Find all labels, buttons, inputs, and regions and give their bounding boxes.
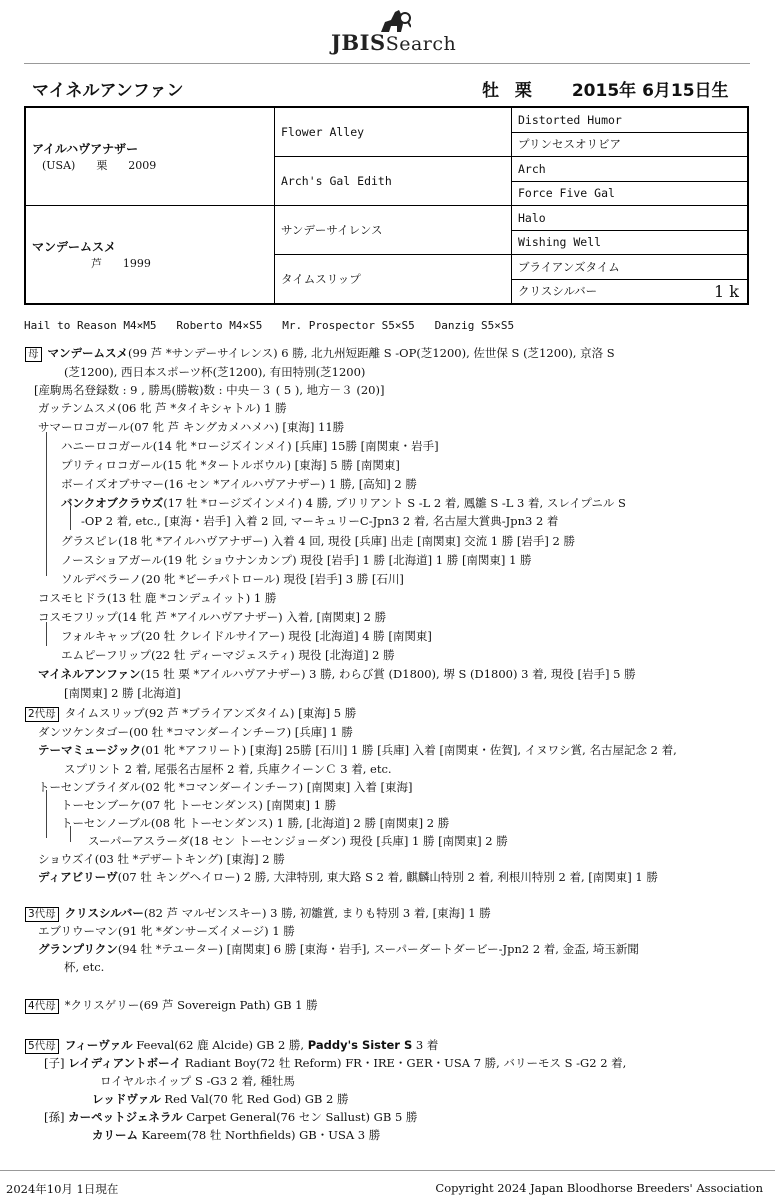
family-line — [61, 646, 395, 665]
family-line-text: トーセンブーケ(07 牝 トーセンダンス) [南関東] 1 勝 — [61, 798, 337, 812]
horse-link[interactable]: マンデームスメ — [47, 346, 128, 360]
horse-link[interactable]: クリスシルバー — [64, 906, 144, 920]
family-line-text: トーセンノーブル(08 牝 トーセンダンス) 1 勝, [北海道] 2 勝 [南関東] 2 勝 — [61, 816, 450, 830]
great-grandparent-4[interactable]: Force Five Gal — [512, 181, 749, 206]
horse-link[interactable]: ディアビリーヴ — [38, 870, 118, 884]
family-line-text: ロイヤルホイップ S -G3 2 着, 種牡馬 — [100, 1074, 295, 1088]
race-name: Paddy's Sister S — [307, 1038, 413, 1052]
inbreed-mark: 1 k — [714, 281, 739, 301]
family-line — [38, 922, 295, 941]
family-line — [38, 665, 636, 684]
family-line-text: コスモフリップ(14 牝 芦 *アイルハヴアナザー) 入着, [南関東] 2 勝 — [38, 610, 387, 624]
as-of-date: 2024年10月 1日現在 — [6, 1182, 119, 1196]
header-divider — [24, 63, 750, 64]
horse-link[interactable]: カーペットジェネラル — [68, 1110, 183, 1124]
family-line — [92, 1090, 349, 1109]
family-line-text: 3 着 — [412, 1038, 439, 1052]
generation-badge: 5代母 — [25, 1039, 59, 1054]
grandparent-1[interactable]: Flower Alley — [275, 107, 512, 157]
family-line — [38, 589, 276, 608]
family-line-text: Carpet General(76 セン Sallust) GB 5 勝 — [182, 1110, 418, 1124]
tree-connector — [70, 506, 71, 530]
horse-color: 栗 — [514, 81, 532, 101]
horse-sex: 牡 — [482, 81, 499, 101]
generation-badge: 2代母 — [25, 707, 59, 722]
family-line-text: (芝1200), 西日本スポーツ杯(芝1200), 有田特別(芝1200) — [64, 365, 366, 379]
family-line — [64, 958, 104, 977]
tree-connector — [46, 622, 47, 646]
family-line — [61, 494, 626, 513]
great-grandparent-8[interactable]: クリスシルバー — [518, 284, 598, 299]
generation-badge: 3代母 — [25, 907, 59, 922]
horse-link[interactable]: レッドヴァル — [92, 1092, 161, 1106]
horse-link[interactable]: レイディアントボーイ — [68, 1056, 182, 1070]
family-line-text: フォルキャップ(20 牡 クレイドルサイアー) 現役 [北海道] 4 勝 [南関東] — [61, 629, 432, 643]
horse-link[interactable]: カリーム — [92, 1128, 138, 1142]
family-line-text: Red Val(70 牝 Red God) GB 2 勝 — [160, 1092, 349, 1106]
family-line — [44, 1054, 626, 1073]
great-grandparent-2[interactable]: プリンセスオリビア — [512, 132, 749, 157]
tree-connector — [46, 790, 47, 838]
family-line — [38, 940, 639, 959]
sire-name[interactable]: アイルハヴアナザー — [32, 142, 139, 156]
dam-meta: 芦 1999 — [42, 257, 151, 270]
horse-link[interactable]: グランプリクン — [38, 942, 118, 956]
great-grandparent-8-cell — [512, 279, 749, 304]
family-line-text: ショウズイ(03 牡 *デザートキング) [東海] 2 勝 — [38, 852, 285, 866]
family-line-text: Radiant Boy(72 牡 Reform) FR・IRE・GER・USA 7 勝, バリーモス S -G2 2 着, — [181, 1056, 627, 1070]
family-line-text: ガッテンムスメ(06 牝 芦 *タイキシャトル) 1 勝 — [38, 401, 287, 415]
family-line — [34, 381, 384, 400]
family-line — [64, 363, 365, 382]
family-line — [38, 399, 287, 418]
family-line-text: [産駒馬名登録数 : 9 , 勝馬(勝鞍)数 : 中央－３ ( 5 ), 地方－３ (20)] — [34, 383, 385, 397]
family-line-text: コスモヒドラ(13 牡 鹿 *コンデュイット) 1 勝 — [38, 591, 277, 605]
family-line — [44, 1108, 417, 1127]
family-line-text: (15 牡 栗 *アイルハヴアナザー) 3 勝, わらび賞 (D1800), 堺 S (D1800) 3 着, 現役 [岩手] 5 勝 — [140, 667, 636, 681]
family-line — [38, 723, 353, 742]
relation-label: [子] — [44, 1056, 69, 1070]
copyright: Copyright 2024 Japan Bloodhorse Breeders' Association — [435, 1181, 763, 1195]
family-line — [61, 532, 575, 551]
footer-divider — [0, 1170, 775, 1171]
logo-search: Search — [385, 33, 457, 55]
family-line-text: トーセンブライダル(02 牝 *コマンダーインチーフ) [南関東] 入着 [東海] — [38, 780, 413, 794]
family-line-text: スプリント 2 着, 尾張名古屋杯 2 着, 兵庫クイーンＣ 3 着, etc. — [64, 762, 392, 776]
great-grandparent-6[interactable]: Wishing Well — [512, 230, 749, 255]
family-line-text: 杯, etc. — [64, 960, 105, 974]
tree-connector — [46, 432, 47, 576]
family-line-text: サマーロコガール(07 牝 芦 キングカメハメハ) [東海] 11勝 — [38, 420, 345, 434]
tree-connector — [70, 826, 71, 842]
horse-link[interactable]: テーマミュージック — [38, 743, 142, 757]
family-line — [61, 627, 432, 646]
family-line-text: エムピーフリップ(22 牡 ディーマジェスティ) 現役 [北海道] 2 勝 — [61, 648, 395, 662]
family-line-text: [南関東] 2 勝 [北海道] — [64, 686, 181, 700]
family-line-text: (82 芦 マルゼンスキー) 3 勝, 初雛賞, まりも特別 3 着, [東海] 1 勝 — [143, 906, 491, 920]
great-grandparent-3[interactable]: Arch — [512, 157, 749, 182]
family-line-text: ソルデベラーノ(20 牝 *ビーチパトロール) 現役 [岩手] 3 勝 [石川] — [61, 572, 404, 586]
family-line — [25, 904, 491, 923]
family-line-text: (07 牡 キングヘイロー) 2 勝, 大津特別, 東大路 S 2 着, 麒麟山特別 2 着, 利根川特別 2 着, [南関東] 1 勝 — [117, 870, 658, 884]
family-line — [61, 456, 400, 475]
family-line — [81, 512, 558, 531]
family-line — [38, 741, 677, 760]
family-line — [64, 684, 181, 703]
family-line — [61, 475, 417, 494]
jbis-logo[interactable] — [327, 8, 457, 54]
family-line — [61, 570, 404, 589]
great-grandparent-5[interactable]: Halo — [512, 206, 749, 231]
family-line-text: (01 牝 *アフリート) [東海] 25勝 [石川] 1 勝 [兵庫] 入着 [南関東・佐賀], イヌワシ賞, 名古屋記念 2 着, — [141, 743, 677, 757]
family-line-text: *クリスゲリー(69 芦 Sovereign Path) GB 1 勝 — [64, 998, 318, 1012]
family-line — [61, 814, 449, 833]
family-line — [25, 1036, 438, 1055]
family-line-text: ダンツケンタゴー(00 牡 *コマンダーインチーフ) [兵庫] 1 勝 — [38, 725, 353, 739]
family-line-text: ボーイズオブサマー(16 セン *アイルハヴアナザー) 1 勝, [高知] 2 勝 — [61, 477, 417, 491]
family-line-text: スーパーアスラーダ(18 セン トーセンジョーダン) 現役 [兵庫] 1 勝 [南関東] 2 勝 — [88, 834, 508, 848]
sire-meta: (USA) 栗 2009 — [42, 159, 157, 172]
sire-cell[interactable] — [25, 107, 275, 206]
horse-link[interactable]: フィーヴァル — [64, 1038, 133, 1052]
horse-name: マイネルアンファン — [32, 81, 184, 101]
family-line-text: -OP 2 着, etc., [東海・岩手] 入着 2 回, マーキュリーC-Jpn3 2 着, 名古屋大賞典-Jpn3 2 着 — [81, 514, 559, 528]
family-line-text: Feeval(62 鹿 Alcide) GB 2 勝, — [132, 1038, 308, 1052]
family-line-text: (17 牡 *ロージズインメイ) 4 勝, ブリリアント S -L 2 着, 鳳雛 S -L 3 着, スレイプニル S — [163, 496, 626, 510]
grandparent-4[interactable]: タイムスリップ — [275, 255, 512, 305]
family-line — [61, 796, 336, 815]
logo-jbis: JBIS — [331, 30, 386, 55]
family-line — [25, 704, 356, 723]
family-line — [38, 850, 285, 869]
family-line — [88, 832, 508, 851]
family-line-text: エブリウーマン(91 牝 *ダンサーズイメージ) 1 勝 — [38, 924, 295, 938]
grandparent-2[interactable]: Arch's Gal Edith — [275, 157, 512, 206]
family-line — [38, 418, 344, 437]
relation-label: [孫] — [44, 1110, 69, 1124]
family-line-text: プリティロコガール(15 牝 *タートルボウル) [東海] 5 勝 [南関東] — [61, 458, 400, 472]
family-line — [92, 1126, 380, 1145]
dam-name[interactable]: マンデームスメ — [32, 240, 117, 254]
horse-info — [482, 76, 739, 101]
family-line — [64, 760, 392, 779]
family-line — [100, 1072, 295, 1091]
family-line-text: ノースショアガール(19 牝 ショウナンカンプ) 現役 [岩手] 1 勝 [北海道] 1 勝 [南関東] 1 勝 — [61, 553, 532, 567]
pedigree-table — [24, 106, 749, 305]
dam-cell[interactable] — [25, 206, 275, 305]
generation-badge: 4代母 — [25, 999, 59, 1014]
horse-link[interactable]: バンクオブクラウズ — [61, 496, 164, 510]
family-line-text: タイムスリップ(92 芦 *ブライアンズタイム) [東海] 5 勝 — [64, 706, 357, 720]
family-line-text: (99 芦 *サンデーサイレンス) 6 勝, 北九州短距離 S -OP(芝1200), 佐世保 S (芝1200), 京洛 S — [128, 346, 615, 360]
family-line — [38, 778, 412, 797]
grandparent-3[interactable]: サンデーサイレンス — [275, 206, 512, 255]
horse-dob: 2015年 6月15日生 — [571, 81, 729, 101]
family-line — [61, 551, 532, 570]
family-line — [38, 608, 386, 627]
great-grandparent-1[interactable]: Distorted Humor — [512, 107, 749, 132]
family-line-text: Kareem(78 牡 Northfields) GB・USA 3 勝 — [138, 1128, 381, 1142]
family-line — [25, 344, 615, 363]
generation-badge: 母 — [25, 347, 42, 362]
family-line-text: (94 牡 *テユーター) [南関東] 6 勝 [東海・岩手], スーパーダートダービー-Jpn2 2 着, 金盃, 埼玉新聞 — [117, 942, 639, 956]
family-line — [25, 996, 318, 1015]
family-line — [38, 868, 658, 887]
family-line-text: ハニーロコガール(14 牝 *ロージズインメイ) [兵庫] 15勝 [南関東・岩手] — [61, 439, 439, 453]
horse-link[interactable]: マイネルアンファン — [38, 667, 141, 681]
family-line-text: グラスピレ(18 牝 *アイルハヴアナザー) 入着 4 回, 現役 [兵庫] 出走 [南関東] 交流 1 勝 [岩手] 2 勝 — [61, 534, 576, 548]
family-line — [61, 437, 439, 456]
inbreeding-cross: Hail to Reason M4×M5 Roberto M4×S5 Mr. Prospector S5×S5 Danzig S5×S5 — [24, 319, 515, 332]
great-grandparent-7[interactable]: ブライアンズタイム — [512, 255, 749, 280]
